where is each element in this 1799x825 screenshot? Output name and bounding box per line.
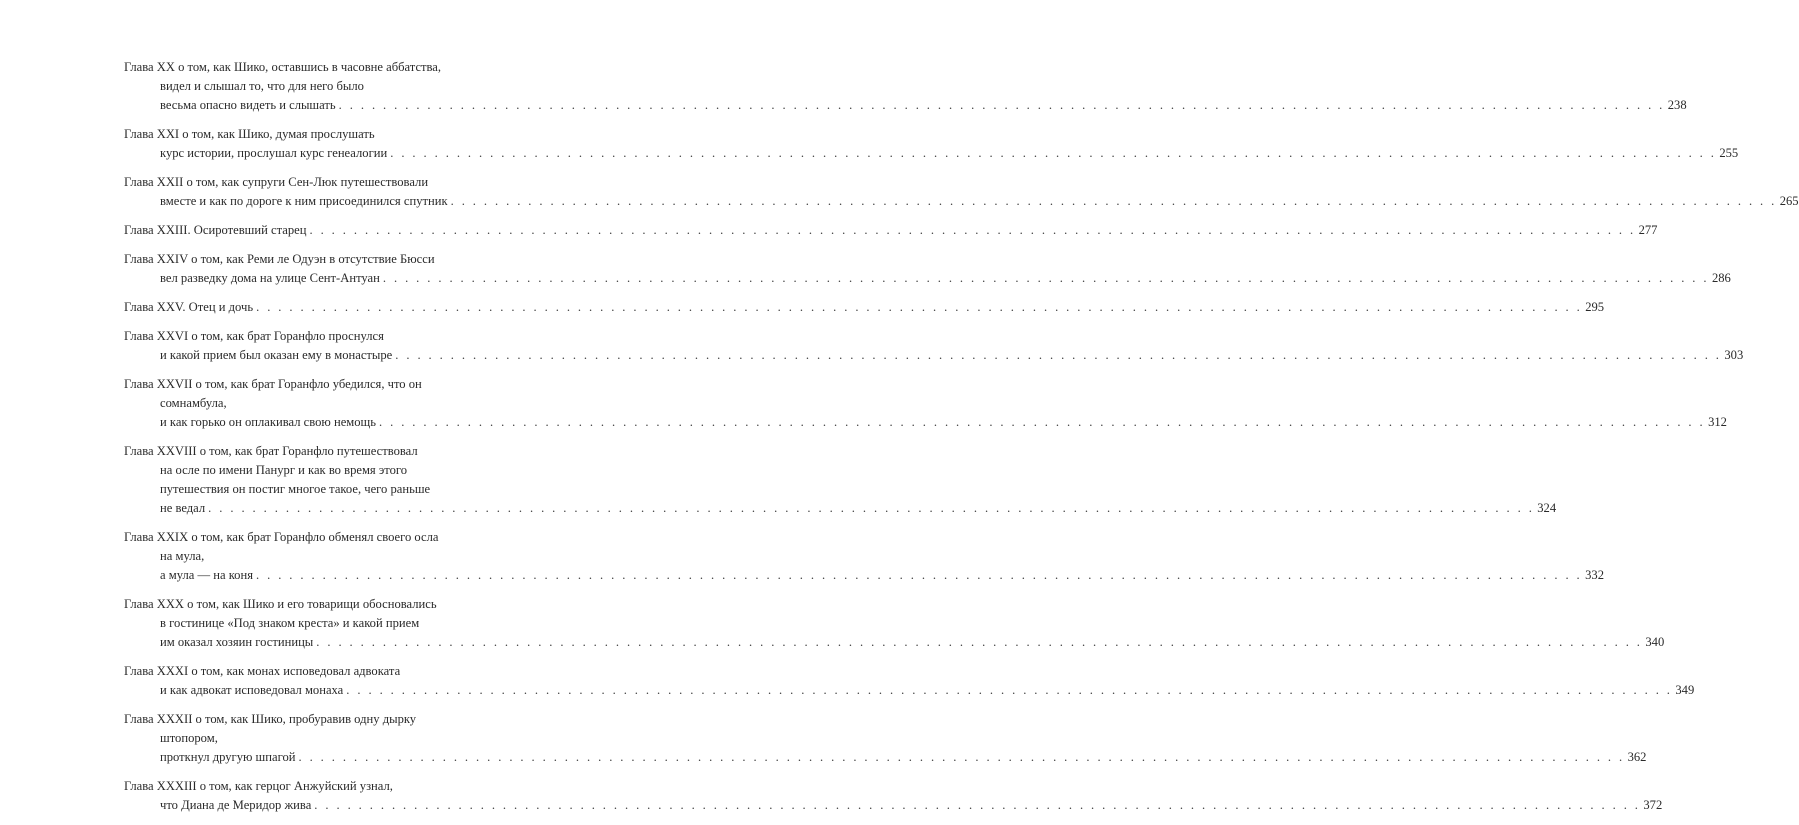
toc-entry-line: на мула, bbox=[160, 549, 205, 563]
toc-entry bbox=[124, 375, 1727, 432]
toc-entry-text: курс истории, прослушал курс генеалогии bbox=[160, 146, 388, 160]
toc-entry-line: сомнамбула, bbox=[160, 396, 227, 410]
page-number: 277 bbox=[1638, 223, 1658, 237]
toc-entry-line: Глава XXVII о том, как брат Горанфло убедился, что он bbox=[124, 377, 422, 391]
toc-entry-last-line bbox=[124, 413, 1727, 432]
toc-entry-line: на осле по имени Панург и как во время этого bbox=[160, 463, 408, 477]
toc-entry-last-line bbox=[124, 346, 1744, 365]
toc-entry-line: Глава XXXII о том, как Шико, пробуравив одну дырку bbox=[124, 712, 417, 726]
toc-entry-text: весьма опасно видеть и слышать bbox=[160, 98, 336, 112]
dot-leader: . . . . . . . . . . . . . . . . . . . . . . . . . . . . . . . . . . . . . . . . . . . . . . . . . . . . . . . . . . . . . . . . . . . . . . . . . . . . . . . . . . . . . . . . . . . . . . . . . . . . . . . . . . . . . . . . . . . . . . . . bbox=[338, 98, 1665, 112]
page-number: 332 bbox=[1585, 568, 1604, 582]
toc-entry bbox=[124, 125, 1739, 163]
toc-entry-text: и как горько он оплакивал свою немощь bbox=[160, 415, 376, 429]
toc-entry-last-line bbox=[124, 633, 1665, 652]
toc-entry bbox=[124, 777, 1663, 815]
toc-entry-text: проткнул другую шпагой bbox=[160, 750, 296, 764]
toc-entry-line: в гостинице «Под знаком креста» и какой прием bbox=[160, 616, 420, 630]
toc-entry-last-line bbox=[124, 796, 1663, 815]
page-number: 238 bbox=[1667, 98, 1687, 112]
page-number: 340 bbox=[1645, 635, 1665, 649]
toc-entry-text: и как адвокат исповедовал монаха bbox=[160, 683, 344, 697]
toc-entry-text: Глава XXIII. Осиротевший старец bbox=[124, 223, 307, 237]
toc-entry-line: Глава XXIV о том, как Реми ле Одуэн в отсутствие Бюсси bbox=[124, 252, 435, 266]
toc-entry-line: Глава XXX о том, как Шико и его товарищи обосновались bbox=[124, 597, 437, 611]
toc-entry bbox=[124, 58, 1687, 115]
toc-entry-text: а мула — на коня bbox=[160, 568, 254, 582]
toc-entry-line: Глава XXXI о том, как монах исповедовал адвоката bbox=[124, 664, 401, 678]
toc-entry bbox=[124, 250, 1731, 288]
dot-leader: . . . . . . . . . . . . . . . . . . . . . . . . . . . . . . . . . . . . . . . . . . . . . . . . . . . . . . . . . . . . . . . . . . . . . . . . . . . . . . . . . . . . . . . . . . . . . . . . . . . . . . . . . . . . . . . . . . . . . . . . bbox=[346, 683, 1673, 697]
toc-entry-line: Глава XXI о том, как Шико, думая прослушать bbox=[124, 127, 375, 141]
toc-entry-line: штопором, bbox=[160, 731, 218, 745]
toc-entry-text: Глава XXV. Отец и дочь bbox=[124, 300, 254, 314]
toc-entry-last-line bbox=[124, 748, 1647, 767]
page-number: 286 bbox=[1711, 271, 1731, 285]
dot-leader: . . . . . . . . . . . . . . . . . . . . . . . . . . . . . . . . . . . . . . . . . . . . . . . . . . . . . . . . . . . . . . . . . . . . . . . . . . . . . . . . . . . . . . . . . . . . . . . . . . . . . . . . . . . . . . . . . . . . . . . . bbox=[382, 271, 1709, 285]
toc-entry bbox=[124, 595, 1665, 652]
toc-entry-line: Глава XX о том, как Шико, оставшись в часовне аббатства, bbox=[124, 60, 442, 74]
toc-entry bbox=[124, 173, 1799, 211]
dot-leader: . . . . . . . . . . . . . . . . . . . . . . . . . . . . . . . . . . . . . . . . . . . . . . . . . . . . . . . . . . . . . . . . . . . . . . . . . . . . . . . . . . . . . . . . . . . . . . . . . . . . . . . . . . . . . . . . . . . . . . . . bbox=[395, 348, 1722, 362]
page-number: 372 bbox=[1643, 798, 1663, 812]
toc-entry-line: Глава XXIX о том, как брат Горанфло обменял своего осла bbox=[124, 530, 439, 544]
dot-leader: . . . . . . . . . . . . . . . . . . . . . . . . . . . . . . . . . . . . . . . . . . . . . . . . . . . . . . . . . . . . . . . . . . . . . . . . . . . . . . . . . . . . . . . . . . . . . . . . . . . . . . . . . . . . . . . . . . . . . . . . bbox=[450, 194, 1777, 208]
dot-leader: . . . . . . . . . . . . . . . . . . . . . . . . . . . . . . . . . . . . . . . . . . . . . . . . . . . . . . . . . . . . . . . . . . . . . . . . . . . . . . . . . . . . . . . . . . . . . . . . . . . . . . . . . . . . . . . . . . . . . . . . bbox=[208, 501, 1535, 515]
toc-entry-last-line bbox=[124, 221, 1658, 240]
dot-leader: . . . . . . . . . . . . . . . . . . . . . . . . . . . . . . . . . . . . . . . . . . . . . . . . . . . . . . . . . . . . . . . . . . . . . . . . . . . . . . . . . . . . . . . . . . . . . . . . . . . . . . . . . . . . . . . . . . . . . . . . bbox=[316, 635, 1643, 649]
toc-entry-last-line bbox=[124, 269, 1731, 288]
toc-entry-line: путешествия он постиг многое такое, чего раньше bbox=[160, 482, 431, 496]
page-number: 349 bbox=[1675, 683, 1695, 697]
toc-entry-last-line bbox=[124, 298, 1605, 317]
page-number: 255 bbox=[1719, 146, 1739, 160]
page-number: 303 bbox=[1724, 348, 1744, 362]
toc-entry-line: видел и слышал то, что для него было bbox=[160, 79, 364, 93]
toc-entry-line: Глава XXVIII о том, как брат Горанфло путешествовал bbox=[124, 444, 418, 458]
dot-leader: . . . . . . . . . . . . . . . . . . . . . . . . . . . . . . . . . . . . . . . . . . . . . . . . . . . . . . . . . . . . . . . . . . . . . . . . . . . . . . . . . . . . . . . . . . . . . . . . . . . . . . . . . . . . . . . . . . . . . . . . bbox=[298, 750, 1625, 764]
toc-entry bbox=[124, 298, 1605, 317]
toc-entry bbox=[124, 528, 1604, 585]
dot-leader: . . . . . . . . . . . . . . . . . . . . . . . . . . . . . . . . . . . . . . . . . . . . . . . . . . . . . . . . . . . . . . . . . . . . . . . . . . . . . . . . . . . . . . . . . . . . . . . . . . . . . . . . . . . . . . . . . . . . . . . . bbox=[390, 146, 1717, 160]
toc-entry-line: Глава XXXIII о том, как герцог Анжуйский узнал, bbox=[124, 779, 393, 793]
toc-entry-text: и какой прием был оказан ему в монастыре bbox=[160, 348, 393, 362]
toc-entry-text: вел разведку дома на улице Сент-Антуан bbox=[160, 271, 380, 285]
dot-leader: . . . . . . . . . . . . . . . . . . . . . . . . . . . . . . . . . . . . . . . . . . . . . . . . . . . . . . . . . . . . . . . . . . . . . . . . . . . . . . . . . . . . . . . . . . . . . . . . . . . . . . . . . . . . . . . . . . . . . . . . bbox=[256, 300, 1583, 314]
toc-entry-line: Глава XXII о том, как супруги Сен-Люк путешествовали bbox=[124, 175, 429, 189]
toc-entry-text: что Диана де Меридор жива bbox=[160, 798, 312, 812]
toc-entry bbox=[124, 662, 1695, 700]
dot-leader: . . . . . . . . . . . . . . . . . . . . . . . . . . . . . . . . . . . . . . . . . . . . . . . . . . . . . . . . . . . . . . . . . . . . . . . . . . . . . . . . . . . . . . . . . . . . . . . . . . . . . . . . . . . . . . . . . . . . . . . . bbox=[309, 223, 1636, 237]
toc-entry-text: им оказал хозяин гостиницы bbox=[160, 635, 314, 649]
toc-entry-text: вместе и как по дороге к ним присоединился спутник bbox=[160, 194, 448, 208]
toc-entry bbox=[124, 710, 1647, 767]
dot-leader: . . . . . . . . . . . . . . . . . . . . . . . . . . . . . . . . . . . . . . . . . . . . . . . . . . . . . . . . . . . . . . . . . . . . . . . . . . . . . . . . . . . . . . . . . . . . . . . . . . . . . . . . . . . . . . . . . . . . . . . . bbox=[314, 798, 1641, 812]
toc-entry-last-line bbox=[124, 192, 1799, 211]
table-of-contents bbox=[124, 58, 1799, 825]
toc-entry bbox=[124, 327, 1744, 365]
toc-entry-last-line bbox=[124, 499, 1557, 518]
toc-entry bbox=[124, 221, 1658, 240]
page-number: 265 bbox=[1779, 194, 1799, 208]
page-number: 312 bbox=[1708, 415, 1727, 429]
toc-entry bbox=[124, 442, 1557, 518]
toc-entry-last-line bbox=[124, 566, 1604, 585]
page-number: 295 bbox=[1585, 300, 1605, 314]
toc-entry-line: Глава XXVI о том, как брат Горанфло проснулся bbox=[124, 329, 384, 343]
toc-entry-last-line bbox=[124, 144, 1739, 163]
toc-entry-last-line bbox=[124, 96, 1687, 115]
dot-leader: . . . . . . . . . . . . . . . . . . . . . . . . . . . . . . . . . . . . . . . . . . . . . . . . . . . . . . . . . . . . . . . . . . . . . . . . . . . . . . . . . . . . . . . . . . . . . . . . . . . . . . . . . . . . . . . . . . . . . . . . bbox=[379, 415, 1706, 429]
toc-entry-last-line bbox=[124, 681, 1695, 700]
page-number: 362 bbox=[1627, 750, 1647, 764]
dot-leader: . . . . . . . . . . . . . . . . . . . . . . . . . . . . . . . . . . . . . . . . . . . . . . . . . . . . . . . . . . . . . . . . . . . . . . . . . . . . . . . . . . . . . . . . . . . . . . . . . . . . . . . . . . . . . . . . . . . . . . . . bbox=[256, 568, 1583, 582]
page-number: 324 bbox=[1537, 501, 1557, 515]
toc-entry-text: не ведал bbox=[160, 501, 206, 515]
